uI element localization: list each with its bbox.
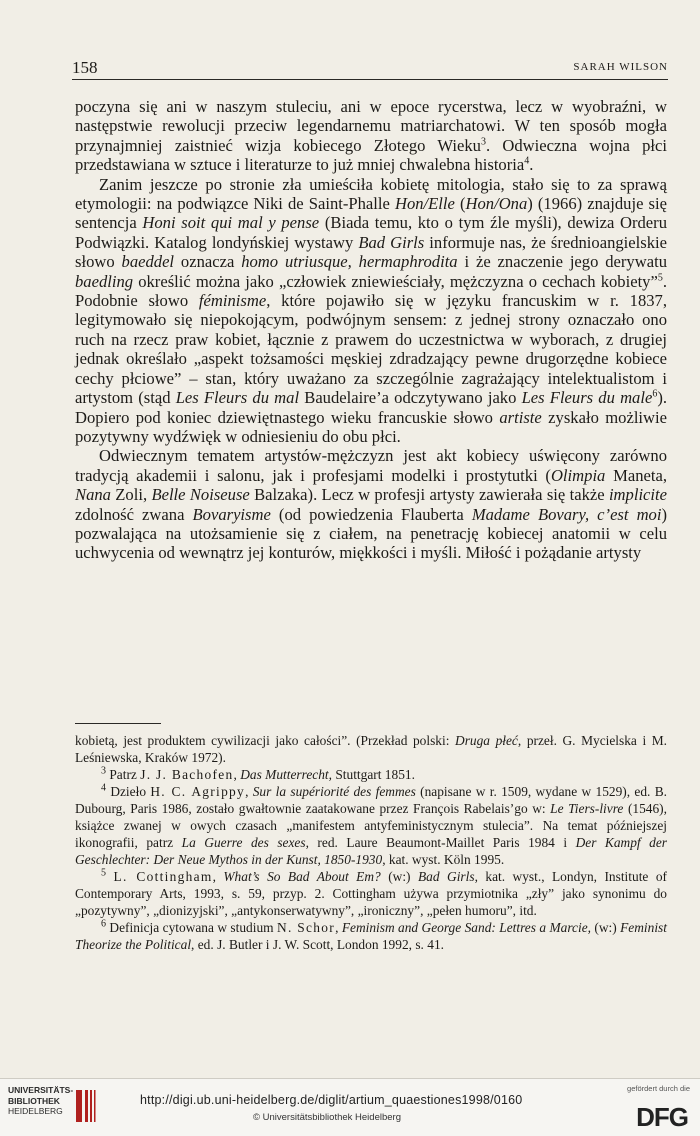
footnote-ref-6[interactable]: 6 <box>652 388 658 400</box>
paragraph-3: Odwiecznym tematem artystów-mężczyzn jest akt kobiecy uświęcony zarówno tradycją akademii i salonu, jak i profesjami modelki i prostytutki (Olimpia Maneta, Nana Zoli, Belle Noiseuse Balzaka). Lecz w profesji artysty zawierała się także implicite zdolność zwana Bovaryisme (od powiedzenia Flauberta Madame Bovary, c’est moi) pozwalająca na utożsamienie się z ciałem, na penetrację kobiecej anatomii w celu uchwycenia od wewnątrz jej konturów, miękkości i myśli. Miłość i pożądanie artysty <box>75 446 667 563</box>
running-head: SARAH WILSON <box>573 61 668 73</box>
dfg-logo[interactable]: DFG <box>636 1102 688 1132</box>
funding-note: gefördert durch die <box>627 1084 690 1093</box>
footnotes <box>75 732 667 953</box>
footnote-continuation: kobietą, jest produktem cywilizacji jako całości”. (Przekład polski: Druga płeć, przeł. G. Mycielska i M. Leśniewska, Kraków 1972). <box>75 733 668 765</box>
page-header <box>72 57 668 80</box>
footnote-3: $^3$ Patrz J. J. Bachofen, Das Mutterrecht, Stuttgart 1851. <box>101 765 415 782</box>
body-text <box>75 97 667 563</box>
footnote-ref-5[interactable]: 5 <box>657 272 663 284</box>
paragraph-2: Zanim jeszcze po stronie zła umieściła kobietę mitologia, stało się to za sprawą etymologii: na podwiązce Niki de Saint-Phalle Hon/Elle (Hon/Ona) (1966) znajduje się sentencja Honi soit qui mal y pense (Biada temu, kto o tym źle myśli), dewiza Orderu Podwiązki. Katalog londyńskiej wystawy Bad Girls informuje nas, że średnioangielskie słowo baeddel oznacza homo utriusque, hermaphrodita i że znaczenie jego derywatu baedling określić można jako „człowiek zniewieściały, mężczyzna o cechach kobiety”$^5$. Podobnie słowo féminisme, które pojawiło się w języku francuskim w r. 1837, legitymowało się niepokojącym, podwójnym sensem: z jednej strony oznaczało ono ruch na rzecz praw kobiet, łącznie z prawem do uczestnictwa w wyborach, z drugiej jednak określało „aspekt tożsamości męskiej zdradzający pewne drugorzędne kobiece cechy płciowe” – stan, który uważano za szczególnie zagrażający intelektualistom i artystom (stąd Les Fleurs du mal Baudelaire’a odczytywano jako Les Fleurs du male$^6$). Dopiero pod koniec dziewiętnastego wieku francuskie słowo artiste zyskało możliwie pozytywny wydźwięk w odniesieniu do obu płci. <box>75 174 668 446</box>
copyright: © Universitätsbibliothek Heidelberg <box>253 1112 401 1123</box>
paragraph-1: poczyna się ani w naszym stuleciu, ani w epoce rycerstwa, lecz w wyobraźni, w następstwie rewolucji przeciw legendarnemu matriarchatowi. W ten sposób mogła przynajmniej zaistnieć wizja kobiecego Złotego Wieku$^3$. Odwieczna wojna płci przedstawiana w sztuce i literaturze to już mniej chwalebna historia$^4$. <box>75 97 667 175</box>
permalink[interactable]: http://digi.ub.uni-heidelberg.de/diglit/artium_quaestiones1998/0160 <box>140 1093 523 1107</box>
page-number: 158 <box>72 58 98 77</box>
footnote-ref-3[interactable]: 3 <box>480 136 486 148</box>
footnote-4: $^4$ Dzieło H. C. Agrippy, Sur la supériorité des femmes (napisane w r. 1509, wydane w 1529), ed. B. Dubourg, Paris 1986, zostało gwałtownie zaatakowane przez François Rabelais’go w: Le Tiers-livre (1546), książce zwanej w owych czasach „manifestem antyfeministycznym stulecia”. Na temat późniejszej ikonografii, patrz La Guerre des sexes, red. Laure Beaumont-Maillet Paris 1984 i Der Kampf der Geschlechter: Der Neue Mythos in der Kunst, 1850-1930, kat. wyst. Köln 1995. <box>75 782 667 867</box>
library-emblem-icon <box>72 1088 98 1124</box>
footnote-divider <box>75 723 161 724</box>
viewer-footer <box>0 1078 700 1136</box>
footnote-5: $^5$ L. Cottingham, What’s So Bad About Em? (w:) Bad Girls, kat. wyst., Londyn, Institute of Contemporary Arts, 1993, s. 59, przyp. 2. Cottingham używa przymiotnika „zły” jako synonimu do „pozytywny”, „dionizyjski”, „antykonserwatywny”, „ironiczny”, „pełen humoru”, itd. <box>75 867 667 918</box>
footnote-6: $^6$ Definicja cytowana w studium N. Schor, Feminism and George Sand: Lettres a Marcie, (w:) Feminist Theorize the Political, ed. J. Butler i J. W. Scott, London 1992, s. 41. <box>75 918 667 952</box>
library-logo[interactable]: UNIVERSITÄTS- BIBLIOTHEK HEIDELBERG <box>8 1085 74 1116</box>
footnote-ref-4[interactable]: 4 <box>524 155 530 167</box>
